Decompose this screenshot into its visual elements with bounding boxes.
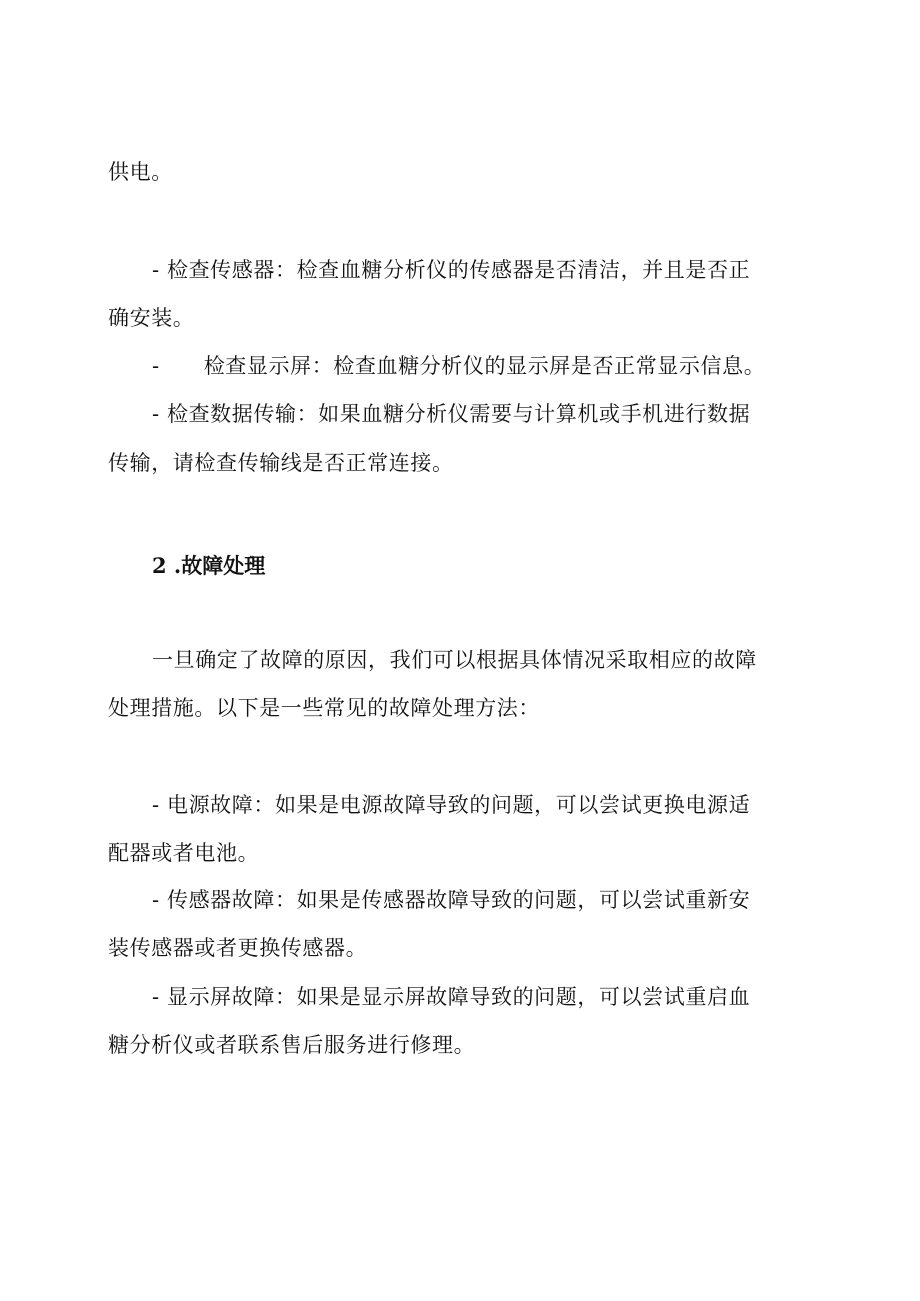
power-fault-line-2: 配器或者电池。 [108,841,260,865]
check-sensor-line-2: 确安装。 [108,306,195,330]
sensor-fault-line-2: 装传感器或者更换传感器。 [108,936,368,960]
intro-line-1: 一旦确定了故障的原因，我们可以根据具体情况采取相应的故障 [152,648,757,672]
intro-line-2: 处理措施。以下是一些常见的故障处理方法： [108,696,540,720]
check-display-line [152,351,852,381]
sensor-fault-line-1: - 传感器故障：如果是传感器故障导致的问题，可以尝试重新安 [152,888,751,912]
check-sensor-line-1: - 检查传感器：检查血糖分析仪的传感器是否清洁，并且是否正 [152,258,751,282]
power-fault-line-1: - 电源故障：如果是电源故障导致的问题，可以尝试更换电源适 [152,793,751,817]
check-data-transfer-line-1: - 检查数据传输：如果血糖分析仪需要与计算机或手机进行数据 [152,402,751,426]
section-heading: 2 .故障处理 [152,553,266,578]
check-data-transfer-line-2: 传输，请检查传输线是否正常连接。 [108,451,454,475]
check-display-dash: - [152,354,160,378]
display-fault-line-2: 糖分析仪或者联系售后服务进行修理。 [108,1033,476,1057]
display-fault-line-1: - 显示屏故障：如果是显示屏故障导致的问题，可以尝试重启血 [152,985,751,1009]
check-display-text: 检查显示屏：检查血糖分析仪的显示屏是否正常显示信息。 [203,354,766,378]
paragraph-continuation: 供电。 [108,160,173,184]
